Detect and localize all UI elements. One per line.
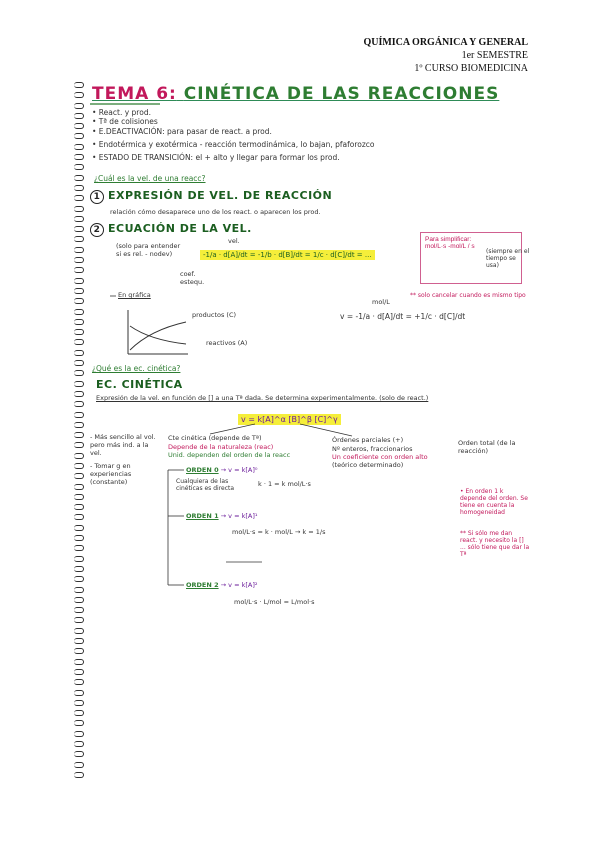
bullet-1: • React. y prod.	[92, 108, 151, 117]
course-title: QUÍMICA ORGÁNICA Y GENERAL	[363, 37, 528, 48]
vel-label: vel.	[228, 237, 240, 245]
section-1-desc: relación cómo desaparece uno de los react. o aparecen los prod.	[110, 208, 321, 216]
section-1-title: EXPRESIÓN DE VEL. DE REACCIÓN	[108, 189, 333, 202]
side-right-1: • En orden 1 k depende del orden. Se tiene en cuenta la homogeneidad	[460, 488, 528, 516]
order-1-eq: → v = k[A]¹	[220, 512, 258, 520]
ec-description: Expresión de la vel. en función de [] a una Tª dada. Se determina experimentalmente. (solo de react.)	[96, 394, 429, 402]
branch-right-4: (teórico determinado)	[332, 461, 404, 469]
branch-left-2: Depende de la naturaleza (reac)	[168, 443, 274, 451]
order-1-label: ORDEN 1	[186, 512, 219, 520]
degree: 1º CURSO BIOMEDICINA	[414, 63, 528, 74]
graph-products-label: productos (C)	[192, 311, 237, 319]
order-1-units: mol/L·s = k · mol/L → k = 1/s	[232, 528, 326, 536]
order-2-eq: → v = k[A]²	[220, 581, 258, 589]
semester: 1er SEMESTRE	[461, 50, 528, 61]
coef-label: coef. estequ.	[180, 270, 205, 286]
order-0-eq: → v = k[A]⁰	[220, 466, 258, 474]
side-right-2: ** Si sólo me dan react. y necesito la [] ... sólo tiene que dar la Tª	[460, 530, 530, 558]
side-left-1: - Más sencillo al vol. pero más ind. a la vel.	[90, 433, 156, 457]
bullet-2: • Tª de colisiones	[92, 117, 158, 126]
branch-line-left	[210, 424, 255, 434]
order-0-units: k · 1 = k mol/L·s	[258, 480, 311, 488]
branch-right-1: Órdenes parciales (+)	[332, 436, 404, 444]
simplify-text: Para simplificar: mol/L·s -mol/L / s	[425, 236, 475, 250]
bullet-5: • ESTADO DE TRANSICIÓN: el + alto y llegar para formar los prod.	[92, 153, 340, 162]
title-part2: CINÉTICA DE LAS REACCIONES	[183, 84, 500, 104]
branch-left-1: Cte cinética (depende de Tª)	[168, 434, 262, 442]
order-2-label: ORDEN 2	[186, 581, 219, 589]
side-left-2: - Tomar g en experiencias (constante)	[90, 462, 132, 486]
simplify-note: (siempre en el tiempo se usa)	[486, 248, 530, 269]
bullet-4: • Endotérmica y exotérmica - reacción termodinámica, lo bajan, pfaforozco	[92, 140, 375, 149]
section-1-number: 1	[90, 190, 104, 204]
reactants-curve	[130, 326, 186, 344]
section-2-number: 2	[90, 223, 104, 237]
cancel-note: ** solo cancelar cuando es mismo tipo	[410, 292, 526, 299]
branch-right-2: Nº enteros, fraccionarios	[332, 445, 413, 453]
title-part1: TEMA 6:	[92, 84, 177, 104]
rate-formula: -1/a · d[A]/dt = -1/b · d[B]/dt = 1/c · d[C]/dt = ...	[200, 250, 375, 260]
rate-law: v = k[A]^α [B]^β [C]^γ	[238, 414, 341, 425]
branch-line-right	[300, 424, 352, 436]
question-2: ¿Qué es la ec. cinética?	[92, 364, 181, 373]
velocity-equation: v = -1/a · d[A]/dt = +1/c · d[C]/dt	[340, 312, 466, 321]
ecu-left-note: (solo para entender si es rel. - nodev)	[116, 242, 181, 258]
bullet-3: • E.DEACTIVACIÓN: para pasar de react. a prod.	[92, 127, 272, 136]
graph-reactants-label: reactivos (A)	[206, 339, 248, 347]
order-0-label: ORDEN 0	[186, 466, 219, 474]
total-order: Orden total (de la reacción)	[458, 439, 516, 455]
question-1: ¿Cuál es la vel. de una reacc?	[94, 174, 206, 183]
products-curve	[130, 322, 186, 350]
order-0-note: Cualquiera de las cinéticas es directa	[176, 478, 235, 492]
order-2-units: mol/L·s · L/mol = L/mol·s	[234, 598, 315, 606]
branch-left-3: Unid. dependen del orden de la reacc	[168, 451, 291, 459]
section-3-heading: EC. CINÉTICA	[96, 378, 183, 391]
section-2-title: ECUACIÓN DE LA VEL.	[108, 222, 252, 235]
graph-label: En gráfica	[118, 291, 151, 299]
mol-label: mol/L	[372, 298, 390, 306]
branch-right-3: Un coeficiente con orden alto	[332, 453, 428, 461]
